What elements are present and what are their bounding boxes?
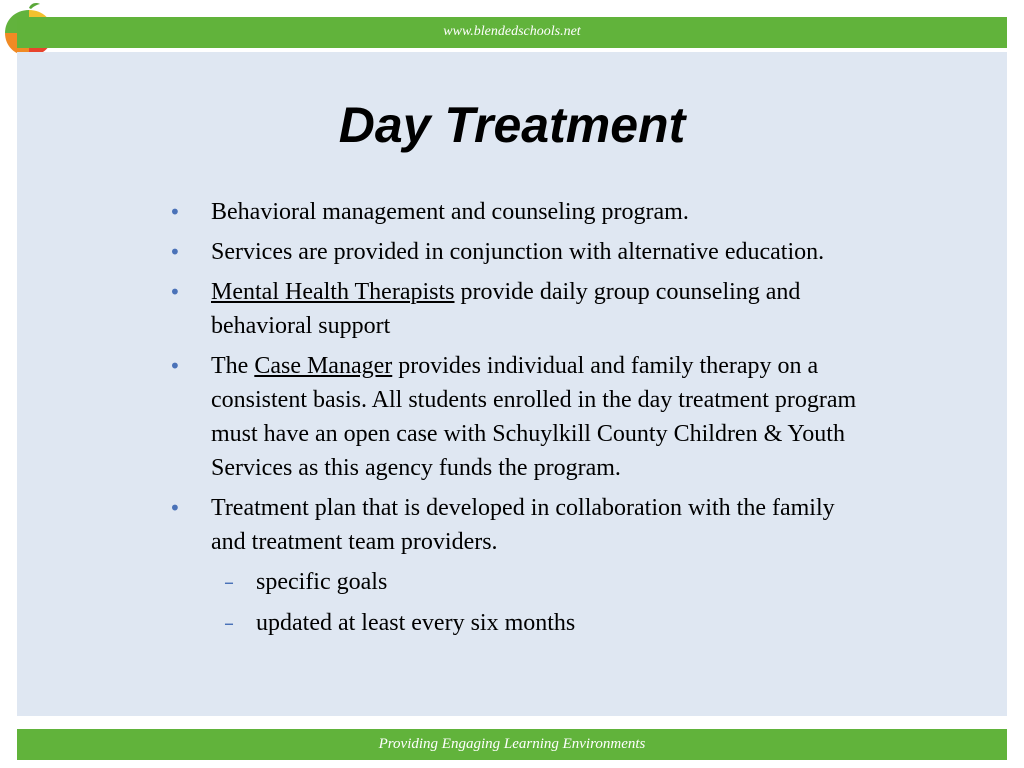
bullet-marker: • (169, 496, 181, 520)
sub-bullet-text: specific goals (256, 569, 388, 595)
bullet-item (169, 349, 869, 485)
sub-bullet-item (211, 606, 869, 640)
dash-marker: – (224, 611, 234, 635)
bullet-marker: • (169, 354, 181, 378)
footer-tagline: Providing Engaging Learning Environments (378, 736, 646, 752)
bullet-marker: • (169, 280, 181, 304)
bullet-item (169, 275, 869, 343)
sub-bullet-list (211, 565, 869, 640)
bullet-text: Treatment plan that is developed in collaboration with the family and treatment team providers. (211, 495, 835, 555)
bullet-item (169, 491, 869, 640)
header-bar (17, 17, 1007, 48)
footer-bar (17, 729, 1007, 760)
bullet-text: Services are provided in conjunction with alternative education. (211, 239, 825, 265)
bullet-item (169, 195, 869, 229)
dash-marker: – (224, 570, 234, 594)
bullet-text: Behavioral management and counseling program. (211, 199, 689, 225)
website-url: www.blendedschools.net (443, 24, 581, 39)
bullet-text: provides individual and family therapy on a consistent basis. All students enrolled in the day treatment program must have an open case with Schuylkill County Children & Youth Services as this agency funds the program. (211, 353, 857, 481)
bullet-marker: • (169, 200, 181, 224)
bullet-list (169, 195, 869, 647)
bullet-text: The (211, 353, 255, 379)
mental-health-therapists-link[interactable]: Mental Health Therapists (211, 279, 455, 305)
sub-bullet-text: updated at least every six months (256, 610, 576, 636)
case-manager-link[interactable]: Case Manager (254, 353, 393, 379)
bullet-text: provide daily group counseling and behavioral support (211, 279, 801, 339)
bullet-item (169, 235, 869, 269)
slide-title: Day Treatment (338, 97, 686, 153)
sub-bullet-item (211, 565, 869, 599)
bullet-marker: • (169, 240, 181, 264)
